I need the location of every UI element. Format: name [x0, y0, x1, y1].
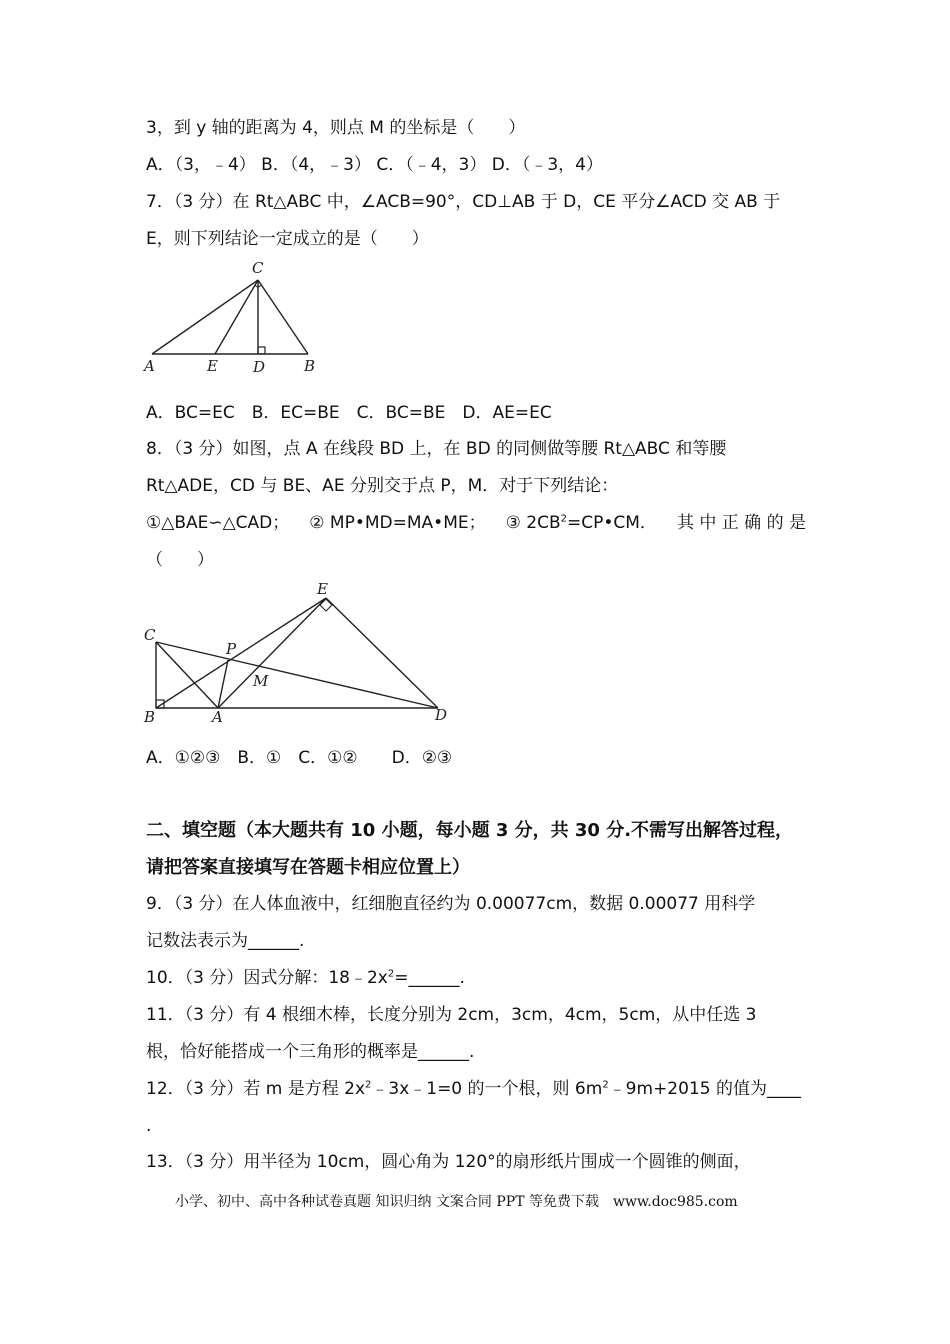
fig7-label-d: D	[253, 358, 266, 376]
fig7-label-e: E	[207, 357, 218, 375]
q7-line-2: E，则下列结论一定成立的是（ ）	[146, 229, 429, 249]
q8-conclusion-1: ①△BAE∽△CAD；	[146, 513, 290, 533]
q8-conclusion-2: ② MP•MD=MA•ME；	[309, 513, 486, 533]
q13-line-1: 13．（3 分）用半径为 10cm，圆心角为 120°的扇形纸片围成一个圆锥的侧面，	[146, 1152, 751, 1172]
fig8-label-b: B	[144, 708, 156, 726]
q7-line-1: 7．（3 分）在 Rt△ABC 中，∠ACB=90°，CD⊥AB 于 D，CE 平分∠ACD 交 AB 于	[146, 192, 781, 212]
figure-q7	[140, 255, 330, 380]
q9-line-1: 9．（3 分）在人体血液中，红细胞直径约为 0.00077cm，数据 0.00077 用科学	[146, 894, 756, 914]
fig8-label-p: P	[226, 640, 237, 658]
q8-conclusion-3: ③ $2CB^2=CP•CM$．	[505, 513, 657, 533]
fig8-label-m: M	[253, 672, 269, 690]
fig7-label-c: C	[252, 259, 264, 277]
q8-line-1: 8．（3 分）如图，点 A 在线段 BD 上，在 BD 的同侧做等腰 Rt△ABC 和等腰	[146, 439, 727, 459]
q10-line: 10．（3 分）因式分解：$18﹣2x^2=\_\_\_\_\_\_$.	[146, 968, 465, 988]
q8-line-3	[146, 511, 806, 535]
q6-tail-line: 3，到 y 轴的距离为 4，则点 M 的坐标是（ ）	[146, 118, 526, 138]
figure-q8	[140, 578, 460, 728]
q8-paren: （ ）	[146, 550, 214, 570]
q12-line-1: 12．（3 分）若 m 是方程 $2x^2﹣3x﹣1=0$ 的一个根，则 $6m^2﹣9m+2015$ 的值为____	[146, 1079, 801, 1099]
q8-line-2: Rt△ADE，CD 与 BE、AE 分别交于点 P，M．对于下列结论：	[146, 476, 619, 496]
section-2-title: 二、填空题（本大题共有 10 小题，每小题 3 分，共 30 分.不需写出解答过程，	[146, 820, 794, 841]
q11-line-2: 根，恰好能搭成一个三角形的概率是______.	[146, 1042, 475, 1062]
q6-options: A．（3，﹣4） B．（4，﹣3） C．（﹣4，3） D．（﹣3，4）	[146, 155, 603, 175]
q8-question: 其 中 正 确 的 是	[676, 513, 806, 533]
q7-options: A．BC=EC B．EC=BE C．BC=BE D．AE=EC	[146, 403, 552, 423]
fig8-label-e: E	[317, 580, 328, 598]
page-footer: 小学、初中、高中各种试卷真题 知识归纳 文案合同 PPT 等免费下载 www.doc985.com	[175, 1194, 738, 1210]
q12-line-2: .	[146, 1116, 152, 1136]
section-2-subtitle: 请把答案直接填写在答题卡相应位置上）	[146, 857, 470, 878]
fig8-label-d: D	[435, 706, 448, 724]
q9-line-2: 记数法表示为______.	[146, 931, 305, 951]
fig7-label-b: B	[304, 357, 316, 375]
fig8-label-a: A	[212, 708, 223, 726]
q11-line-1: 11．（3 分）有 4 根细木棒，长度分别为 2cm，3cm，4cm，5cm，从中任选 3	[146, 1005, 757, 1025]
fig8-label-c: C	[144, 626, 156, 644]
fig7-label-a: A	[144, 357, 155, 375]
q8-options: A．①②③ B．① C．①② D．②③	[146, 748, 453, 768]
